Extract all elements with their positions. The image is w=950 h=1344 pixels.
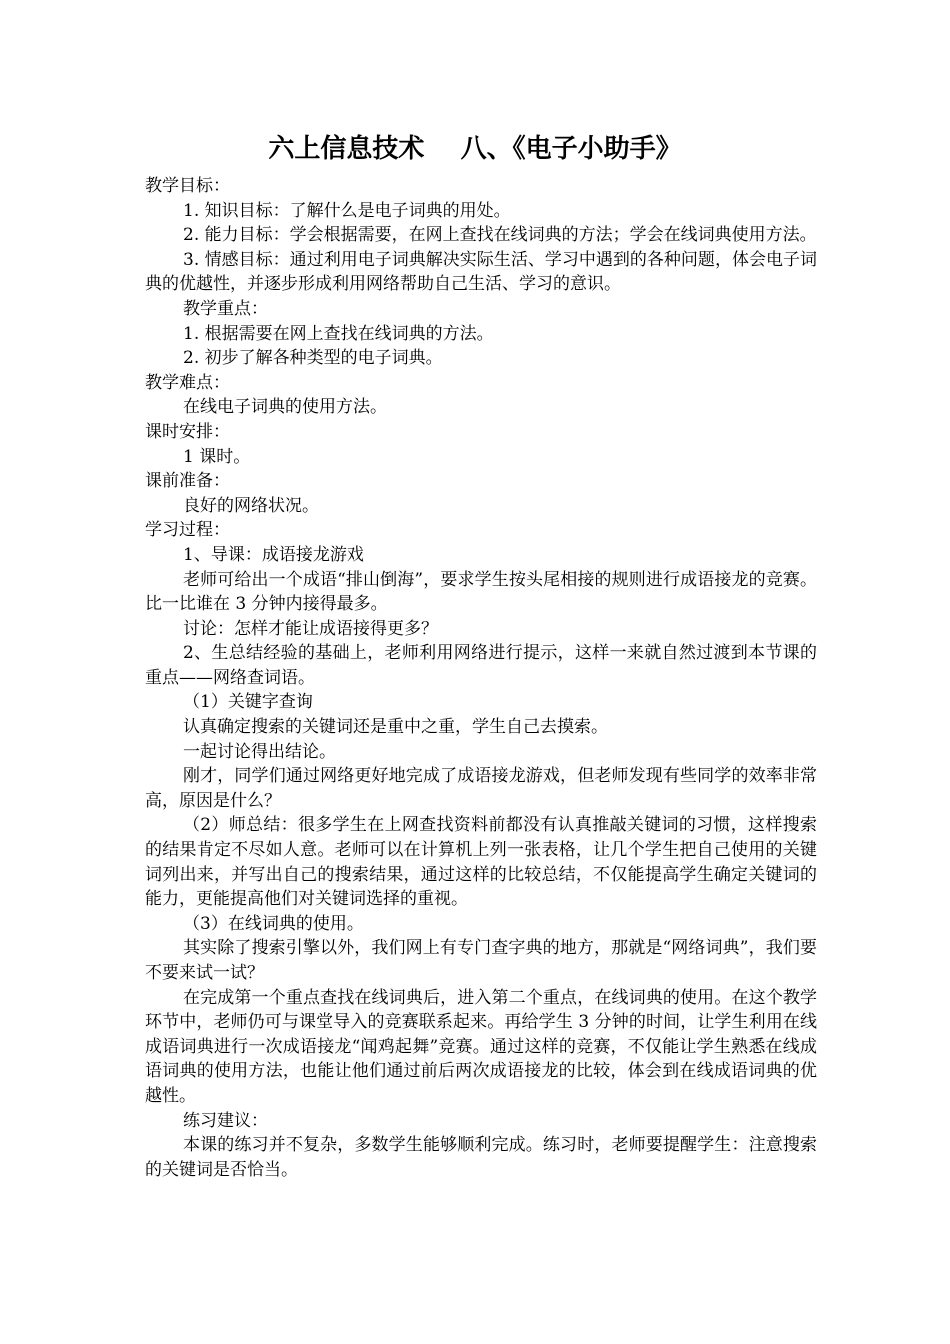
paragraph-online-dictionary-use: （3）在线词典的使用。	[183, 913, 364, 934]
paragraph-teacher-summary: （2）师总结：很多学生在上网查找资料前都没有认真推敲关键词的习惯，这样搜索的结果肯定不尽如人意。老师可以在计算机上列一张表格，让几个学生把自己使用的关键词列出来，并写出自己的搜索结果，通过这样的比较总结，不仅能提高学生确定关键词的能力，更能提高他们对关键词选择的重视。	[145, 815, 817, 910]
paragraph-knowledge-goal: 1. 知识目标：了解什么是电子词典的用处。	[183, 200, 511, 221]
paragraph-focus-1: 1. 根据需要在网上查找在线词典的方法。	[183, 323, 494, 344]
paragraph-efficiency-question: 刚才，同学们通过网络更好地完成了成语接龙游戏，但老师发现有些同学的效率非常高，原因是什么？	[145, 766, 817, 811]
paragraph-intro: 1、导课：成语接龙游戏	[183, 544, 364, 565]
paragraph-conclusion: 一起讨论得出结论。	[183, 741, 336, 762]
paragraph-discussion: 讨论：怎样才能让成语接得更多？	[183, 618, 438, 639]
heading-teaching-difficulty: 教学难点：	[145, 372, 230, 393]
paragraph-online-dictionary-try: 其实除了搜索引擎以外，我们网上有专门查字典的地方，那就是“网络词典”，我们要不要来试一试？	[145, 938, 817, 983]
paragraph-focus-2: 2. 初步了解各种类型的电子词典。	[183, 348, 443, 369]
paragraph-second-focus: 在完成第一个重点查找在线词典后，进入第二个重点，在线词典的使用。在这个教学环节中，老师仍可与课堂导入的竞赛联系起来。再给学生 3 分钟的时间，让学生利用在线成语词典进行一次成语接龙“闻鸡起舞”竞赛。通过这样的竞赛，不仅能让学生熟悉在线成语词典的使用方法，也能让他们通过前后两次成语接龙的比较，体会到在线成语词典的优越性。	[145, 987, 817, 1106]
heading-preparation: 课前准备：	[145, 471, 230, 492]
paragraph-class-hours: 1 课时。	[183, 446, 251, 467]
paragraph-emotion-goal: 3. 情感目标：通过利用电子词典解决实际生活、学习中遇到的各种问题，体会电子词典的优越性，并逐步形成利用网络帮助自己生活、学习的意识。	[145, 249, 817, 295]
document-body	[145, 174, 817, 1182]
paragraph-preparation: 良好的网络状况。	[183, 495, 319, 516]
paragraph-keyword-explore: 认真确定搜索的关键词还是重中之重，学生自己去摸索。	[183, 717, 608, 738]
paragraph-summary-transition: 2、生总结经验的基础上，老师利用网络进行提示，这样一来就自然过渡到本节课的重点——网络查词语。	[145, 643, 817, 688]
heading-teaching-focus: 教学重点：	[183, 298, 268, 319]
document-title: 六上信息技术 八、《电子小助手》	[268, 134, 682, 164]
heading-class-hours: 课时安排：	[145, 421, 230, 442]
heading-practice-advice: 练习建议：	[183, 1110, 268, 1131]
paragraph-difficulty: 在线电子词典的使用方法。	[183, 397, 387, 418]
heading-teaching-goals: 教学目标：	[145, 176, 230, 196]
paragraph-ability-goal: 2. 能力目标：学会根据需要，在网上查找在线词典的方法；学会在线词典使用方法。	[183, 225, 817, 246]
heading-learning-process: 学习过程：	[145, 520, 230, 541]
paragraph-practice-advice: 本课的练习并不复杂，多数学生能够顺利完成。练习时，老师要提醒学生：注意搜索的关键词是否恰当。	[145, 1135, 817, 1180]
paragraph-idiom-game: 老师可给出一个成语“排山倒海”，要求学生按头尾相接的规则进行成语接龙的竞赛。比一比谁在 3 分钟内接得最多。	[145, 569, 817, 615]
paragraph-keyword-query: （1）关键字查询	[183, 692, 313, 713]
